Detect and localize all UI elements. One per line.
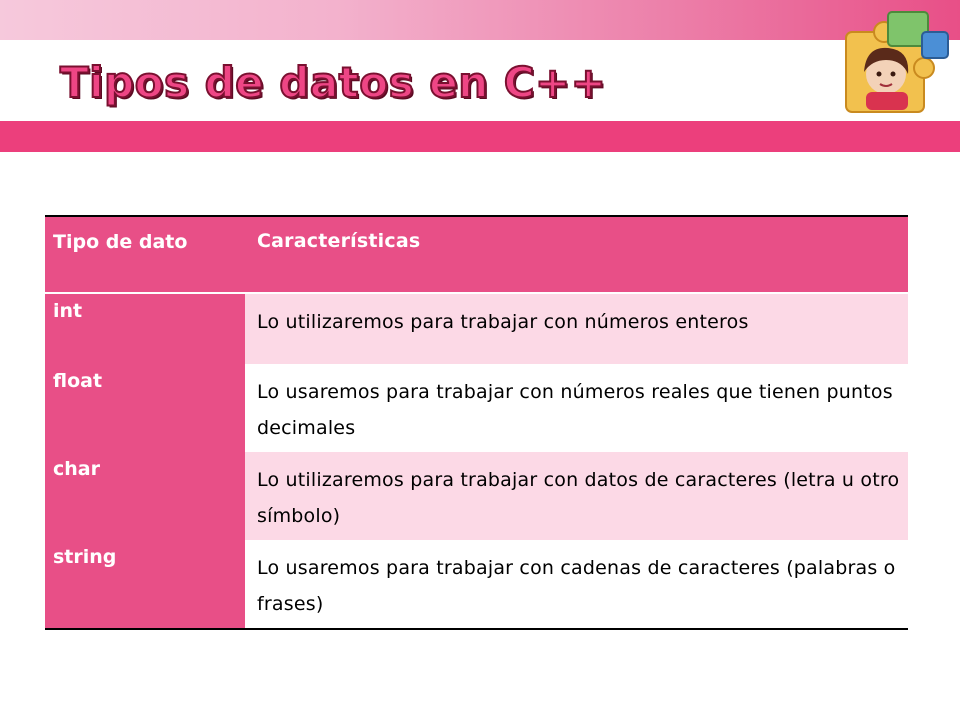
description-cell: Lo utilizaremos para trabajar con datos de caracteres (letra u otro símbolo): [245, 452, 908, 540]
type-cell: string: [45, 540, 245, 628]
slide-title: Tipos de datos en C++: [60, 58, 607, 107]
title-area: [0, 40, 960, 122]
accent-bar: [0, 121, 960, 152]
table-row: [45, 294, 908, 364]
table-header-row: [45, 217, 908, 294]
puzzle-girl-icon: [826, 2, 956, 120]
header-characteristics: Características: [257, 230, 421, 252]
table-row: [45, 540, 908, 628]
table-row: [45, 452, 908, 540]
type-cell: int: [45, 294, 245, 364]
type-cell: char: [45, 452, 245, 540]
data-types-table: [45, 215, 908, 630]
top-gradient-band: [0, 0, 960, 40]
description-cell: Lo usaremos para trabajar con cadenas de caracteres (palabras o frases): [245, 540, 908, 628]
description-cell: Lo usaremos para trabajar con números reales que tienen puntos decimales: [245, 364, 908, 452]
table-row: [45, 364, 908, 452]
type-cell: float: [45, 364, 245, 452]
header-type: Tipo de dato: [45, 217, 245, 292]
description-cell: Lo utilizaremos para trabajar con números enteros: [245, 294, 908, 364]
